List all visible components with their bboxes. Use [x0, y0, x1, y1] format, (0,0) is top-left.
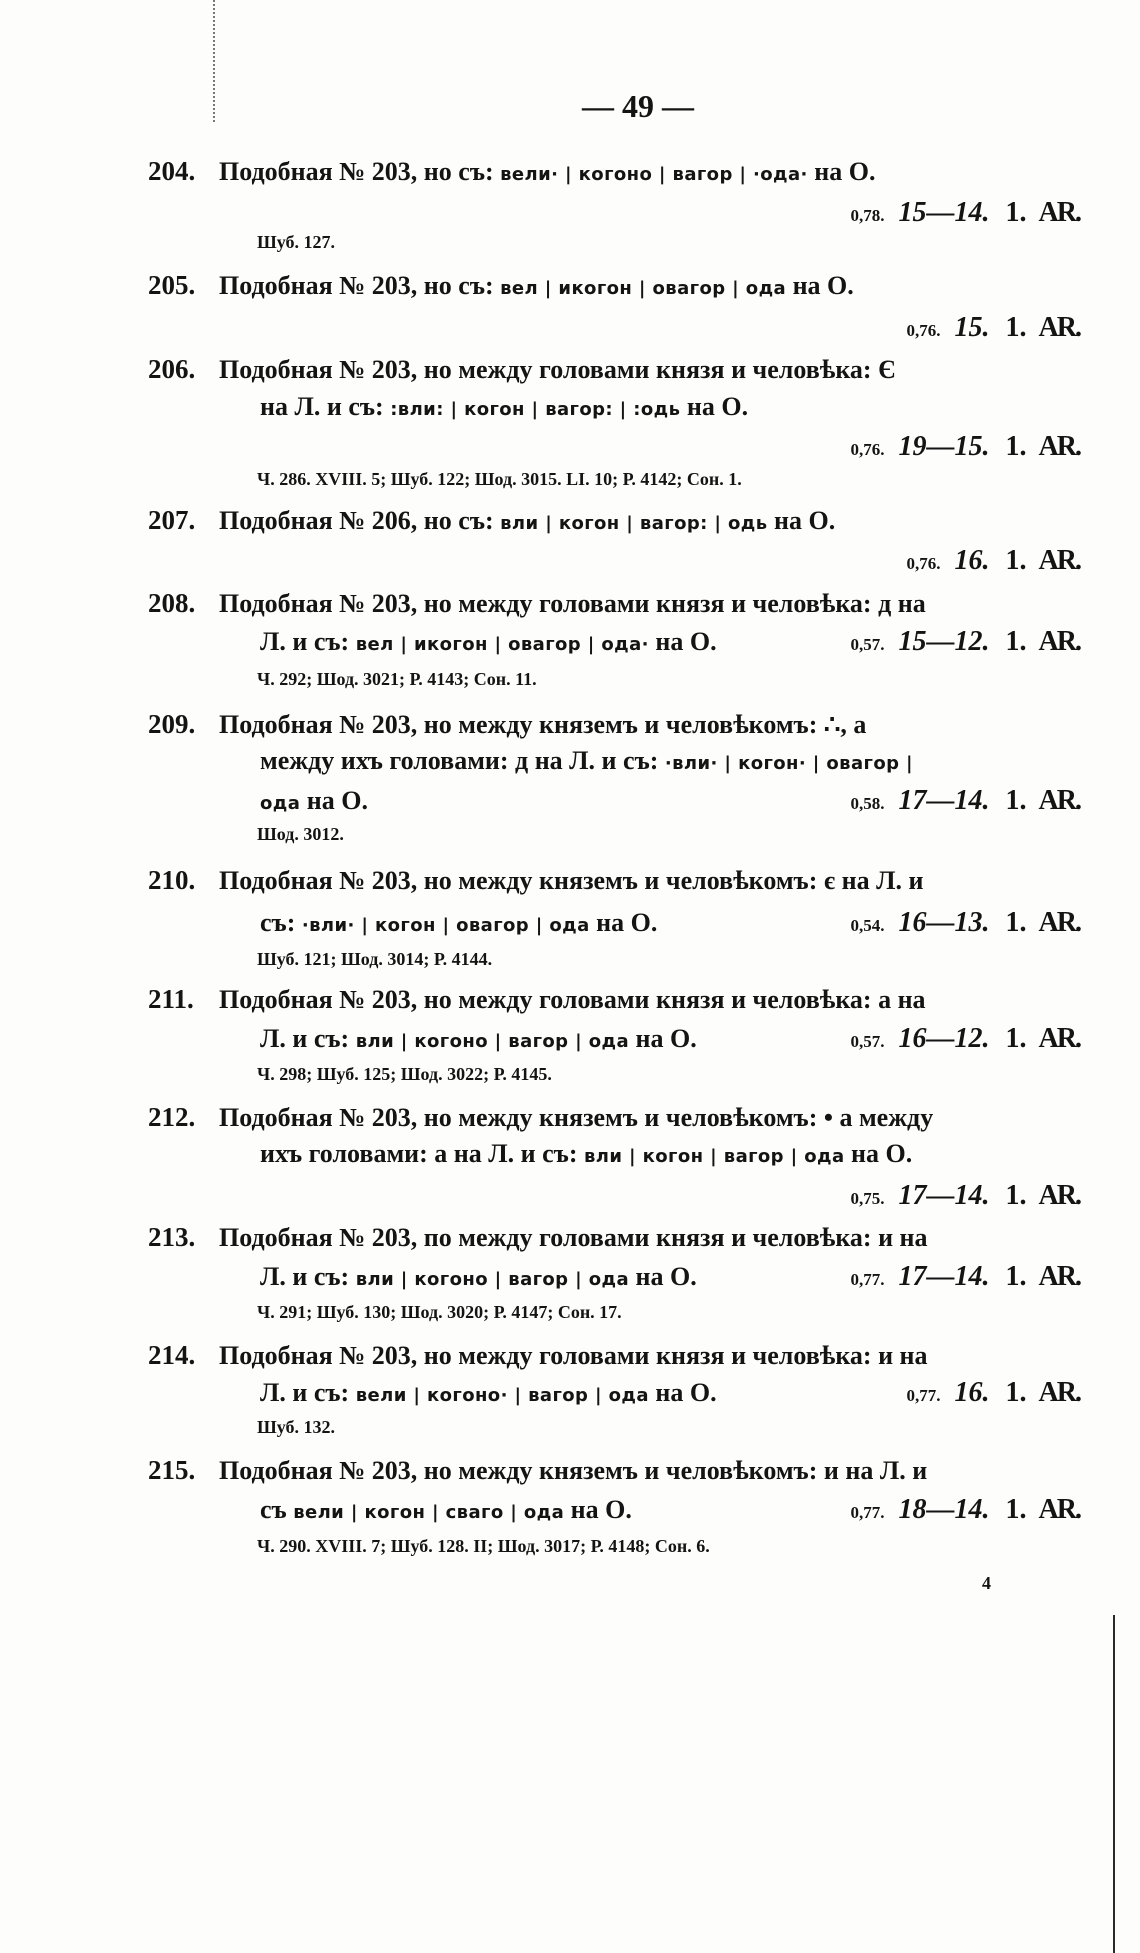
- description-text: Подобная № 203, по между головами князя и человѣка: и на: [219, 1223, 928, 1252]
- entry-205-measurements: [907, 311, 1080, 348]
- count: 1.: [1005, 785, 1027, 816]
- entry-number: 208.: [148, 588, 196, 618]
- entry-number: 204.: [148, 156, 196, 186]
- size: 16—12.: [898, 1023, 990, 1054]
- entry-206-line-2: [260, 390, 748, 427]
- description-text: Подобная № 203, но между головами князя и человѣка: а на: [219, 985, 926, 1014]
- size: 16—13.: [898, 907, 990, 938]
- entry-215-line-2: [260, 1493, 632, 1530]
- weight: 0,57.: [850, 635, 885, 654]
- entry-209-measurements: [851, 784, 1080, 821]
- entry-213-line-2: [260, 1260, 697, 1297]
- signature-mark: 4: [982, 1573, 991, 1593]
- metal: AR.: [1038, 197, 1080, 228]
- description-suffix: на О.: [589, 908, 658, 937]
- entry-208-line-1: [148, 586, 926, 621]
- description-text: Л. и съ:: [260, 627, 356, 656]
- entry-215-references: Ч. 290. XVIII. 7; Шуб. 128. II; Шод. 3017; Р. 4148; Сон. 6.: [257, 1536, 710, 1556]
- entry-210-references: Шуб. 121; Шод. 3014; Р. 4144.: [257, 949, 493, 969]
- entry-number: 207.: [148, 505, 196, 535]
- description-suffix: на О.: [648, 627, 717, 656]
- entry-number: 209.: [148, 709, 196, 739]
- weight: 0,76.: [906, 321, 941, 340]
- coin-inscription: вели· | когоно | вагор | ·ода·: [500, 164, 808, 185]
- entry-number: 206.: [148, 354, 196, 384]
- description-text: Подобная № 203, но между головами князя и человѣка: и на: [219, 1341, 928, 1370]
- count: 1.: [1005, 1023, 1027, 1054]
- description-text: на Л. и съ:: [260, 392, 391, 421]
- entry-209-line-3: [260, 784, 368, 821]
- entry-213-measurements: [851, 1260, 1080, 1297]
- size: 16.: [954, 545, 990, 576]
- entry-215-line-1: [148, 1453, 927, 1488]
- description-text: между ихъ головами: д на Л. и съ:: [260, 746, 665, 775]
- entry-208-measurements: [851, 625, 1080, 662]
- entry-208-references: Ч. 292; Шод. 3021; Р. 4143; Сон. 11.: [257, 669, 537, 689]
- size: 17—14.: [898, 1261, 990, 1292]
- entry-212-measurements: [851, 1179, 1080, 1216]
- metal: AR.: [1038, 785, 1080, 816]
- coin-inscription: вли | когон | вагор | ода: [583, 1146, 845, 1167]
- description-suffix: на О.: [564, 1495, 632, 1524]
- description-suffix: на О.: [680, 392, 749, 421]
- entry-207-line-1: [148, 503, 835, 541]
- entry-number: 213.: [148, 1222, 196, 1252]
- coin-inscription: вел | икогон | овагор | ода·: [355, 634, 649, 655]
- weight: 0,76.: [906, 554, 941, 573]
- entry-206-line-1: [148, 352, 896, 387]
- weight: 0,77.: [850, 1503, 885, 1522]
- description-suffix: на О.: [300, 786, 368, 815]
- entry-number: 211.: [148, 984, 194, 1014]
- entry-210-line-1: [148, 863, 923, 898]
- metal: AR.: [1038, 1494, 1080, 1525]
- description-text: Подобная № 203, но между головами князя и человѣка: д на: [219, 589, 926, 618]
- count: 1.: [1005, 1377, 1027, 1408]
- count: 1.: [1005, 907, 1027, 938]
- entry-211-line-1: [148, 982, 926, 1017]
- count: 1.: [1005, 312, 1027, 343]
- size: 17—14.: [898, 1180, 990, 1211]
- weight: 0,78.: [850, 206, 885, 225]
- description-text: Подобная № 203, но между головами князя и человѣка: Є: [219, 355, 896, 384]
- coin-inscription: вли | когоно | вагор | ода: [355, 1269, 630, 1290]
- size: 16.: [954, 1377, 990, 1408]
- coin-inscription: вли | когоно | вагор | ода: [355, 1031, 630, 1052]
- entry-208-line-2: [260, 625, 717, 662]
- page-number: — 49 —: [582, 88, 694, 124]
- entry-204-line-1: [148, 154, 876, 192]
- count: 1.: [1005, 626, 1027, 657]
- coin-inscription: вели | когон | сваго | ода: [293, 1502, 565, 1523]
- entry-214-measurements: [907, 1376, 1080, 1413]
- entry-number: 215.: [148, 1455, 196, 1485]
- weight: 0,77.: [906, 1386, 941, 1405]
- entry-number: 210.: [148, 865, 196, 895]
- coin-inscription: ·вли· | когон | овагор | ода: [301, 915, 590, 936]
- description-text: ихъ головами: а на Л. и съ:: [260, 1139, 584, 1168]
- size: 15—12.: [898, 626, 990, 657]
- metal: AR.: [1038, 312, 1080, 343]
- entry-209-references: Шод. 3012.: [257, 824, 344, 844]
- description-suffix: на О.: [629, 1024, 697, 1053]
- entry-210-line-2: [260, 906, 657, 943]
- weight: 0,54.: [850, 916, 885, 935]
- description-text: Л. и съ:: [260, 1024, 356, 1053]
- description-text: Подобная № 203, но между княземъ и человѣкомъ: є на Л. и: [219, 866, 924, 895]
- metal: AR.: [1038, 1261, 1080, 1292]
- size: 15—14.: [898, 197, 990, 228]
- description-text: Подобная № 203, но съ:: [219, 271, 501, 300]
- entry-207-measurements: [907, 544, 1080, 581]
- size: 17—14.: [898, 785, 990, 816]
- scan-edge-line: [1113, 1615, 1115, 1953]
- entry-number: 212.: [148, 1102, 196, 1132]
- size: 18—14.: [898, 1494, 990, 1525]
- weight: 0,76.: [850, 440, 885, 459]
- coin-inscription: вели | когоно· | вагор | ода: [355, 1385, 649, 1406]
- entry-209-line-1: [148, 707, 866, 742]
- weight: 0,57.: [850, 1032, 885, 1051]
- coin-inscription: вел | икогон | овагор | ода: [500, 278, 787, 299]
- description-text: Подобная № 203, но между княземъ и человѣкомъ: • а между: [219, 1103, 934, 1132]
- size: 19—15.: [898, 431, 990, 462]
- metal: AR.: [1038, 626, 1080, 657]
- entry-209-line-2: [260, 744, 913, 781]
- description-text: съ:: [260, 908, 302, 937]
- entry-204-measurements: [851, 196, 1080, 233]
- entry-205-line-1: [148, 268, 854, 306]
- entry-215-measurements: [851, 1493, 1080, 1530]
- description-text: Подобная № 203, но между княземъ и человѣкомъ: и на Л. и: [219, 1456, 928, 1485]
- entry-211-measurements: [851, 1022, 1080, 1059]
- description-text: съ: [260, 1495, 294, 1524]
- description-text: Подобная № 203, но съ:: [219, 157, 501, 186]
- size: 15.: [954, 312, 990, 343]
- coin-inscription: :вли: | когон | вагор: | :одь: [390, 399, 681, 420]
- description-suffix: на О.: [648, 1378, 717, 1407]
- weight: 0,75.: [850, 1189, 885, 1208]
- entry-210-measurements: [851, 906, 1080, 943]
- description-suffix: на О.: [767, 506, 836, 535]
- entry-214-line-2: [260, 1376, 717, 1413]
- entry-211-line-2: [260, 1022, 697, 1059]
- metal: AR.: [1038, 1180, 1080, 1211]
- entry-number: 205.: [148, 270, 196, 300]
- weight: 0,58.: [850, 794, 885, 813]
- entry-211-references: Ч. 298; Шуб. 125; Шод. 3022; Р. 4145.: [257, 1064, 552, 1084]
- description-text: Подобная № 203, но между княземъ и человѣкомъ: ∴, а: [219, 710, 867, 739]
- entry-206-measurements: [851, 430, 1080, 467]
- entry-214-line-1: [148, 1338, 928, 1373]
- description-text: Подобная № 206, но съ:: [219, 506, 501, 535]
- count: 1.: [1005, 431, 1027, 462]
- entry-214-references: Шуб. 132.: [257, 1417, 336, 1437]
- entry-204-references: Шуб. 127.: [257, 232, 336, 252]
- metal: AR.: [1038, 1023, 1080, 1054]
- count: 1.: [1005, 197, 1027, 228]
- coin-inscription: ·вли· | когон· | овагор |: [664, 753, 914, 774]
- entry-212-line-2: [260, 1137, 912, 1174]
- count: 1.: [1005, 1261, 1027, 1292]
- metal: AR.: [1038, 1377, 1080, 1408]
- entry-206-references: Ч. 286. XVIII. 5; Шуб. 122; Шод. 3015. LI. 10; Р. 4142; Сон. 1.: [257, 469, 742, 489]
- description-text: Л. и съ:: [260, 1378, 356, 1407]
- description-suffix: на О.: [786, 271, 854, 300]
- weight: 0,77.: [850, 1270, 885, 1289]
- entry-213-line-1: [148, 1220, 928, 1255]
- metal: AR.: [1038, 431, 1080, 462]
- metal: AR.: [1038, 907, 1080, 938]
- count: 1.: [1005, 1494, 1027, 1525]
- description-suffix: на О.: [844, 1139, 913, 1168]
- description-suffix: на О.: [629, 1262, 697, 1291]
- scan-edge-mark: [213, 0, 215, 122]
- metal: AR.: [1038, 545, 1080, 576]
- entry-number: 214.: [148, 1340, 196, 1370]
- description-text: Л. и съ:: [260, 1262, 356, 1291]
- coin-inscription: вли | когон | вагор: | одь: [500, 513, 768, 534]
- count: 1.: [1005, 545, 1027, 576]
- coin-inscription: ода: [260, 793, 301, 814]
- entry-212-line-1: [148, 1100, 933, 1135]
- description-suffix: на О.: [807, 157, 876, 186]
- count: 1.: [1005, 1180, 1027, 1211]
- entry-213-references: Ч. 291; Шуб. 130; Шод. 3020; Р. 4147; Сон. 17.: [257, 1302, 622, 1322]
